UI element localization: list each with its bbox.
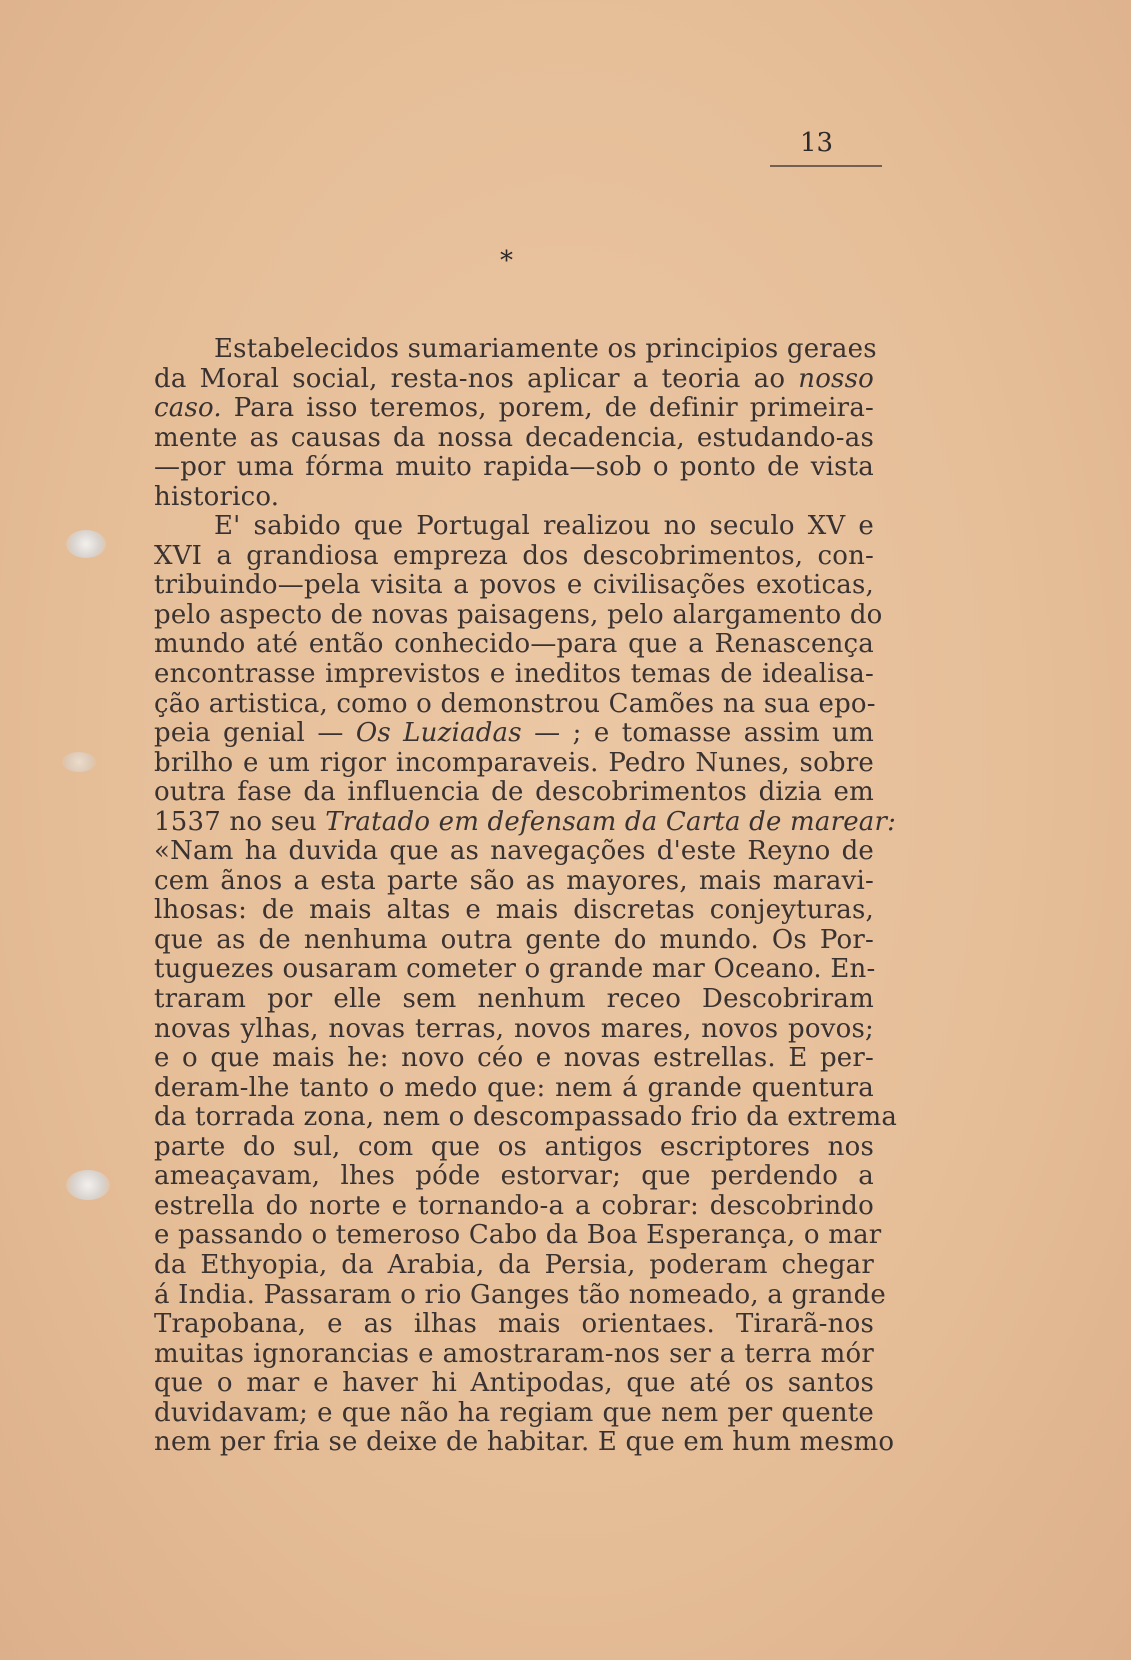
text-line: —por uma fórma muito rapida—sob o ponto de vista (154, 452, 874, 483)
text-line: encontrasse imprevistos e ineditos temas de idealisa- (154, 659, 874, 690)
text-fragment: peia genial — (154, 718, 356, 749)
text-line: tuguezes ousaram cometer o grande mar Oceano. En- (154, 954, 876, 985)
text-line: e passando o temeroso Cabo da Boa Esperança, o mar (154, 1220, 882, 1251)
text-line (154, 394, 874, 424)
text-line: que as de nenhuma outra gente do mundo. Os Por- (154, 924, 874, 955)
text-line: XVI a grandiosa empreza dos descobrimentos, con- (154, 540, 874, 571)
text-line: estrella do norte e tornando-a a cobrar: descobrindo (154, 1190, 874, 1221)
text-line: mente as causas da nossa decadencia, estudando-as (154, 422, 874, 453)
body-text (154, 334, 898, 1458)
text-line: parte do sul, com que os antigos escriptores nos (154, 1131, 874, 1162)
text-line: Trapobana, e as ilhas mais orientaes. Tirarã-nos (154, 1309, 874, 1340)
text-line: «Nam ha duvida que as navegações d'este Reyno de (154, 836, 874, 867)
italic-phrase: nosso (798, 363, 874, 394)
text-fragment: da Moral social, resta-nos aplicar a teoria ao (154, 363, 799, 394)
text-line: muitas ignorancias e amostraram-nos ser a terra mór (154, 1338, 874, 1369)
italic-phrase: Os Luziadas (355, 718, 522, 749)
text-line: lhosas: de mais altas e mais discretas conjeyturas, (154, 895, 874, 926)
text-line: E' sabido que Portugal realizou no seculo XV e (214, 511, 874, 542)
text-line: historico. (154, 481, 280, 512)
text-fragment: — ; e tomasse assim um (521, 718, 874, 749)
text-fragment: 1537 no seu (154, 806, 326, 837)
italic-phrase: caso. (154, 393, 222, 424)
text-line: brilho e um rigor incomparaveis. Pedro Nunes, sobre (154, 747, 874, 778)
text-line (154, 365, 874, 395)
text-line: nem per fria se deixe de habitar. E que em hum mesmo (154, 1427, 895, 1458)
page-number: 13 (800, 128, 834, 158)
text-line (154, 806, 897, 838)
text-line: á India. Passaram o rio Ganges tão nomeado, a grande (154, 1279, 887, 1310)
text-line: novas ylhas, novas terras, novos mares, novos povos; (154, 1013, 874, 1044)
text-line: duvidavam; e que não ha regiam que nem per quente (154, 1397, 874, 1428)
text-fragment: Para isso teremos, porem, de definir primeira- (233, 393, 874, 424)
text-line: que o mar e haver hi Antipodas, que até os santos (154, 1368, 874, 1399)
text-line: Estabelecidos sumariamente os principios geraes (214, 334, 877, 364)
italic-phrase: Tratado em defensam da Carta de marear: (325, 806, 897, 837)
binding-hole-middle (62, 752, 96, 772)
text-line: cem ãnos a esta parte são as mayores, mais maravi- (154, 865, 874, 896)
text-line: pelo aspecto de novas paisagens, pelo alargamento do (154, 599, 883, 630)
text-line: mundo até então conhecido—para que a Renascença (154, 629, 874, 660)
text-line: outra fase da influencia de descobrimentos dizia em (154, 777, 874, 808)
text-line: ção artistica, como o demonstrou Camões na sua epo- (154, 688, 876, 719)
binding-hole-bottom (66, 1170, 110, 1200)
text-line: tribuindo—pela visita a povos e civilisações exoticas, (154, 570, 874, 601)
text-line: deram-lhe tanto o medo que: nem á grande quentura (154, 1072, 874, 1103)
text-line: da Ethyopia, da Arabia, da Persia, poderam chegar (154, 1249, 874, 1280)
text-line: ameaçavam, lhes póde estorvar; que perdendo a (154, 1161, 874, 1192)
page-number-rule (770, 165, 882, 167)
binding-hole-top (66, 530, 106, 558)
text-line: traram por elle sem nenhum receo Descobriram (154, 984, 874, 1015)
text-line: da torrada zona, nem o descompassado frio da extrema (154, 1102, 898, 1133)
text-line (154, 719, 874, 749)
section-mark: * (500, 246, 513, 276)
text-line: e o que mais he: novo céo e novas estrellas. E per- (154, 1043, 874, 1074)
